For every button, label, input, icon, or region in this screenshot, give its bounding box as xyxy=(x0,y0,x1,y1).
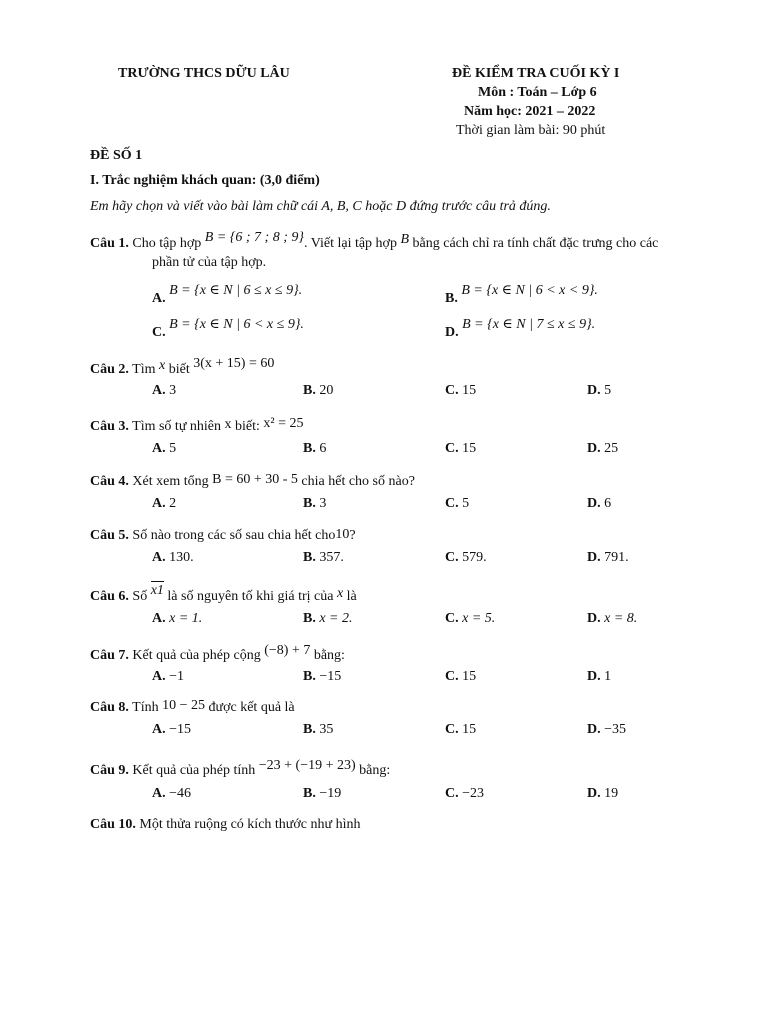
option-label: A. xyxy=(152,669,166,684)
math-expression: B = 60 + 30 - 5 xyxy=(212,472,298,487)
option-value: 19 xyxy=(604,786,619,801)
option-b[interactable] xyxy=(303,786,341,802)
option-value: 5 xyxy=(169,441,177,456)
option-value: 35 xyxy=(319,722,334,737)
option-label: C. xyxy=(445,786,459,801)
option-d[interactable] xyxy=(587,722,626,738)
subject: Môn : Toán – Lớp 6 xyxy=(478,85,597,100)
option-value: 15 xyxy=(462,669,477,684)
math-expression: B xyxy=(400,232,410,247)
option-value: 357. xyxy=(319,550,344,565)
option-b[interactable] xyxy=(303,441,326,457)
math-expression: x xyxy=(224,417,232,432)
option-label: B. xyxy=(303,669,316,684)
math-expression: (−8) + 7 xyxy=(264,643,311,658)
option-value: 6 xyxy=(319,441,327,456)
question-label: Câu 7. xyxy=(90,648,129,663)
duration: Thời gian làm bài: 90 phút xyxy=(456,123,606,138)
option-a[interactable] xyxy=(152,669,184,685)
option-d[interactable] xyxy=(587,786,618,802)
option-label: D. xyxy=(587,496,601,511)
question-text: Tìm số tự nhiên xyxy=(132,419,222,434)
option-label: C. xyxy=(445,550,459,565)
exam-code: ĐỀ SỐ 1 xyxy=(90,148,143,163)
question-text: Tính xyxy=(132,700,159,715)
option-value: 3 xyxy=(319,496,327,511)
question-text: bằng cách chỉ ra tính chất đặc trưng cho các xyxy=(412,236,659,251)
question-label: Câu 5. xyxy=(90,528,129,543)
exam-title: ĐỀ KIỂM TRA CUỐI KỲ I xyxy=(452,66,620,81)
option-value: −1 xyxy=(169,669,185,684)
question-text: Cho tập hợp xyxy=(132,236,202,251)
option-b[interactable] xyxy=(303,722,333,738)
option-label: A. xyxy=(152,786,166,801)
option-label: D. xyxy=(587,383,601,398)
question-text: Kết quả của phép tính xyxy=(132,763,256,778)
option-label: B. xyxy=(303,496,316,511)
option-c[interactable] xyxy=(445,669,476,685)
question-7 xyxy=(90,643,345,664)
question-10 xyxy=(90,817,361,833)
option-label: C. xyxy=(152,325,166,340)
option-value: 579. xyxy=(462,550,487,565)
option-value: x = 5. xyxy=(462,611,496,626)
option-label: B. xyxy=(445,291,458,306)
option-value: 6 xyxy=(604,496,612,511)
option-label: A. xyxy=(152,291,166,306)
math-expression: x xyxy=(336,586,344,601)
option-a[interactable] xyxy=(152,441,176,457)
option-value: 3 xyxy=(169,383,177,398)
option-d[interactable] xyxy=(445,316,596,340)
section-title: I. Trắc nghiệm khách quan: (3,0 điểm) xyxy=(90,173,320,188)
option-value: x = 1. xyxy=(169,611,203,626)
question-text: Tìm xyxy=(132,362,156,377)
option-value: −23 xyxy=(462,786,485,801)
option-c[interactable] xyxy=(445,786,484,802)
option-label: B. xyxy=(303,611,316,626)
option-value: 130. xyxy=(169,550,194,565)
option-value: B = {x ∈ N | 6 < x ≤ 9}. xyxy=(169,317,304,332)
question-text: là xyxy=(346,589,357,604)
option-value: 2 xyxy=(169,496,177,511)
option-a[interactable] xyxy=(152,786,191,802)
option-a[interactable] xyxy=(152,383,176,399)
option-value: 15 xyxy=(462,441,477,456)
question-text: bằng: xyxy=(313,648,345,663)
option-c[interactable] xyxy=(445,441,476,457)
option-label: D. xyxy=(445,325,459,340)
option-b[interactable] xyxy=(445,282,598,306)
option-b[interactable] xyxy=(303,496,326,512)
option-b[interactable] xyxy=(303,383,333,399)
option-label: D. xyxy=(587,611,601,626)
option-d[interactable] xyxy=(587,550,629,566)
question-label: Câu 10. xyxy=(90,817,136,832)
option-label: A. xyxy=(152,722,166,737)
option-d[interactable] xyxy=(587,496,611,512)
option-label: D. xyxy=(587,550,601,565)
question-text: Một thửa ruộng có kích thước như hình xyxy=(139,817,361,832)
question-text: ? xyxy=(349,528,356,543)
math-expression: −23 + (−19 + 23) xyxy=(258,758,356,773)
option-value: x = 8. xyxy=(604,611,638,626)
question-label: Câu 8. xyxy=(90,700,129,715)
option-a[interactable] xyxy=(152,722,191,738)
option-value: 15 xyxy=(462,383,477,398)
question-label: Câu 4. xyxy=(90,474,129,489)
option-label: B. xyxy=(303,550,316,565)
option-b[interactable] xyxy=(303,611,353,627)
option-label: D. xyxy=(587,669,601,684)
option-label: D. xyxy=(587,786,601,801)
option-label: A. xyxy=(152,441,166,456)
option-value: −15 xyxy=(319,669,342,684)
option-label: B. xyxy=(303,383,316,398)
option-label: A. xyxy=(152,496,166,511)
option-value: 25 xyxy=(604,441,619,456)
option-value: 5 xyxy=(604,383,612,398)
question-text: chia hết cho số nào? xyxy=(301,474,415,489)
option-label: A. xyxy=(152,383,166,398)
math-expression: x xyxy=(159,358,166,373)
question-text: được kết quả là xyxy=(208,700,295,715)
question-label: Câu 9. xyxy=(90,763,129,778)
option-value: B = {x ∈ N | 6 ≤ x ≤ 9}. xyxy=(169,283,303,298)
question-label: Câu 3. xyxy=(90,419,129,434)
math-expression: 10 − 25 xyxy=(162,698,206,713)
option-d[interactable] xyxy=(587,611,637,627)
option-c[interactable] xyxy=(445,496,469,512)
math-expression: 3(x + 15) = 60 xyxy=(193,356,275,371)
option-d[interactable] xyxy=(587,669,611,685)
option-value: −46 xyxy=(169,786,192,801)
option-c[interactable] xyxy=(445,383,476,399)
math-expression: x² = 25 xyxy=(263,416,304,431)
option-b[interactable] xyxy=(303,550,344,566)
question-6 xyxy=(90,583,357,605)
option-label: C. xyxy=(445,383,459,398)
option-value: B = {x ∈ N | 6 < x < 9}. xyxy=(461,283,598,298)
question-2 xyxy=(90,356,275,378)
school-name: TRƯỜNG THCS DỮU LÂU xyxy=(118,66,290,81)
option-c[interactable] xyxy=(445,722,476,738)
option-label: D. xyxy=(587,722,601,737)
option-label: C. xyxy=(445,669,459,684)
option-c[interactable] xyxy=(445,550,487,566)
option-a[interactable] xyxy=(152,550,194,566)
question-text: Kết quả của phép cộng xyxy=(132,648,261,663)
question-text: Số nào trong các số sau chia hết cho xyxy=(132,528,336,543)
question-3 xyxy=(90,416,304,435)
option-label: B. xyxy=(303,441,316,456)
question-text: bằng: xyxy=(359,763,391,778)
option-d[interactable] xyxy=(587,441,618,457)
option-b[interactable] xyxy=(303,669,341,685)
question-text: Số xyxy=(132,589,148,604)
option-value: 791. xyxy=(604,550,629,565)
option-label: D. xyxy=(587,441,601,456)
question-text: phần tử của tập hợp. xyxy=(152,255,267,270)
option-value: −19 xyxy=(319,786,342,801)
math-expression: B = {6 ; 7 ; 8 ; 9} xyxy=(204,230,304,245)
option-a[interactable] xyxy=(152,611,202,627)
option-label: A. xyxy=(152,611,166,626)
option-label: B. xyxy=(303,786,316,801)
option-label: C. xyxy=(445,611,459,626)
option-value: 5 xyxy=(462,496,470,511)
option-label: C. xyxy=(445,496,459,511)
question-text: biết xyxy=(168,362,190,377)
question-1 xyxy=(90,230,659,252)
question-4 xyxy=(90,474,415,490)
question-text: biết: xyxy=(235,419,260,434)
option-label: A. xyxy=(152,550,166,565)
question-8 xyxy=(90,700,295,716)
option-a[interactable] xyxy=(152,282,303,306)
option-value: −15 xyxy=(169,722,192,737)
question-text: Xét xem tổng xyxy=(132,474,209,489)
option-value: −35 xyxy=(604,722,627,737)
question-text: . Viết lại tập hợp xyxy=(303,236,397,251)
question-5 xyxy=(90,528,356,544)
option-c[interactable] xyxy=(152,316,304,340)
option-value: 1 xyxy=(604,669,612,684)
section-instruction: Em hãy chọn và viết vào bài làm chữ cái A, B, C hoặc D đứng trước câu trả đúng. xyxy=(90,199,551,214)
option-c[interactable] xyxy=(445,611,495,627)
option-a[interactable] xyxy=(152,496,176,512)
math-expression: 10 xyxy=(335,527,350,542)
question-9 xyxy=(90,758,391,779)
option-value: 15 xyxy=(462,722,477,737)
option-label: B. xyxy=(303,722,316,737)
option-value: x = 2. xyxy=(319,611,353,626)
option-d[interactable] xyxy=(587,383,611,399)
option-value: 20 xyxy=(319,383,334,398)
overlined-number: x1 xyxy=(150,583,164,598)
option-label: C. xyxy=(445,722,459,737)
school-year: Năm học: 2021 – 2022 xyxy=(464,104,596,119)
question-label: Câu 6. xyxy=(90,589,129,604)
question-text: là số nguyên tố khi giá trị của xyxy=(167,589,334,604)
question-label: Câu 1. xyxy=(90,236,129,251)
option-label: C. xyxy=(445,441,459,456)
question-label: Câu 2. xyxy=(90,362,129,377)
option-value: B = {x ∈ N | 7 ≤ x ≤ 9}. xyxy=(462,317,596,332)
